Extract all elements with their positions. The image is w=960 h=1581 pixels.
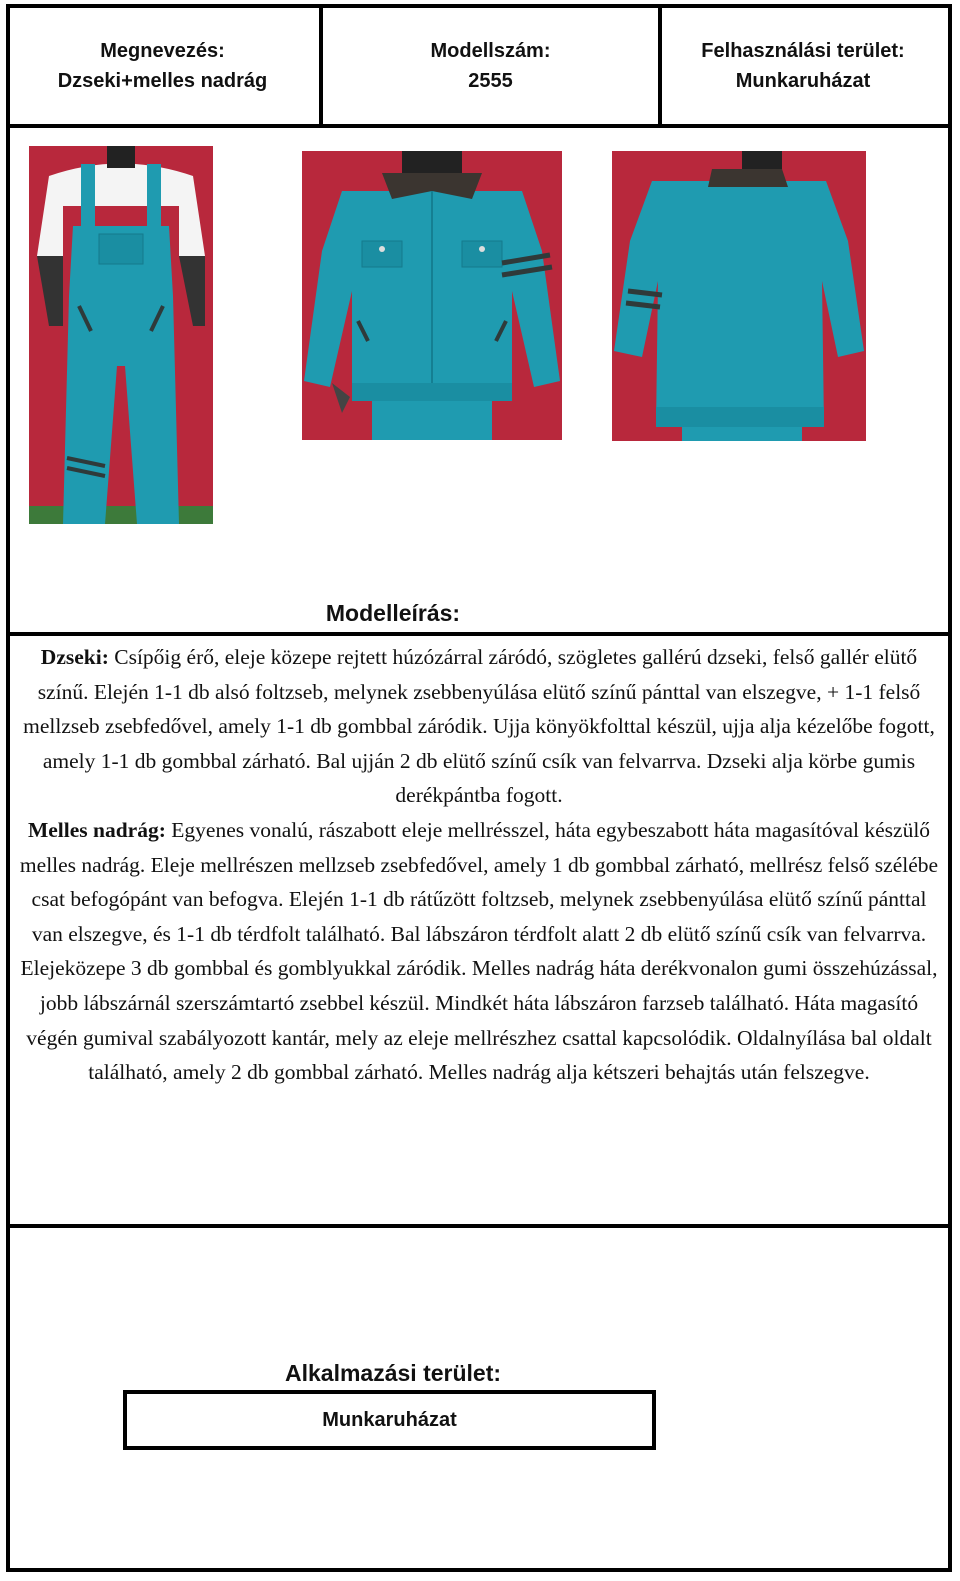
model-value: 2555 <box>468 70 513 92</box>
overall-text: Egyenes vonalú, rászabott eleje mellrésszel, háta egybeszabott háta magasítóval készülő melles nadrág. Eleje mellrészen mellzseb zsebfedővel, amely 1 db gombbal zárható, mellrész felső szélébe csat befogópánt van befogva. Elején 1-1 db rátűzött foltzseb, melynek zsebbenyúlása elütő színű pánttal van elszegve, és 1-1 db térdfolt található. Bal lábszáron térdfolt alatt 2 db elütő színű csík van felvarrva. Elejeközepe 3 db gombbal és gomblyukkal záródik. Melles nadrág háta derékvonalon gumi összehúzással, jobb lábszárnál szerszámtartó zsebbel készül. Mindkét háta lábszáron farzseb található. Háta magasító végén gumival szabályozott kantár, mely az eleje mellrészhez csattal kapcsolódik. Oldalnyílása bal oldalt található, amely 2 db gombbal zárható. Melles nadrág alja kétszeri behajtás után felszegve. <box>19 817 939 1085</box>
application-title: Alkalmazási terület: <box>284 1360 502 1386</box>
header-row <box>10 8 948 128</box>
model-label: Modellszám: <box>430 40 551 62</box>
jacket-label: Dzseki: <box>40 645 109 669</box>
description-divider <box>10 632 948 636</box>
name-value: Dzseki+melles nadrág <box>57 70 268 92</box>
use-value: Munkaruházat <box>735 70 871 92</box>
jacket-front-photo <box>302 151 562 440</box>
description-title: Modelleírás: <box>325 600 461 626</box>
product-sheet <box>6 4 952 1572</box>
jacket-back-photo <box>612 151 866 441</box>
overall-photo <box>29 146 213 524</box>
name-label: Megnevezés: <box>100 40 225 62</box>
description-text <box>10 640 948 1224</box>
name-cell <box>10 8 315 124</box>
model-cell <box>319 8 662 124</box>
use-cell <box>658 8 948 124</box>
application-value: Munkaruházat <box>322 1408 457 1431</box>
overall-label: Melles nadrág: <box>27 817 166 842</box>
jacket-paragraph <box>10 640 948 813</box>
application-box <box>123 1390 656 1450</box>
description-bottom-divider <box>10 1224 948 1228</box>
overall-paragraph <box>10 813 948 1090</box>
jacket-text: Csípőig érő, eleje közepe rejtett húzózárral záródó, szögletes gallérú dzseki, felső gallér elütő színű. Elején 1-1 db alsó foltzseb, melynek zsebbenyúlása elütő színű pánttal van elszegve, + 1-1 felső mellzseb zsebfedővel, amely 1-1 db gombbal záródik. Ujja könyökfolttal készül, ujja alja kézelőbe fogott, amely 1-1 db gombbal zárható. Bal ujján 2 db elütő színű csík van felvarrva. Dzseki alja körbe gumis derékpántba fogott. <box>23 645 935 808</box>
use-label: Felhasználási terület: <box>701 40 905 62</box>
